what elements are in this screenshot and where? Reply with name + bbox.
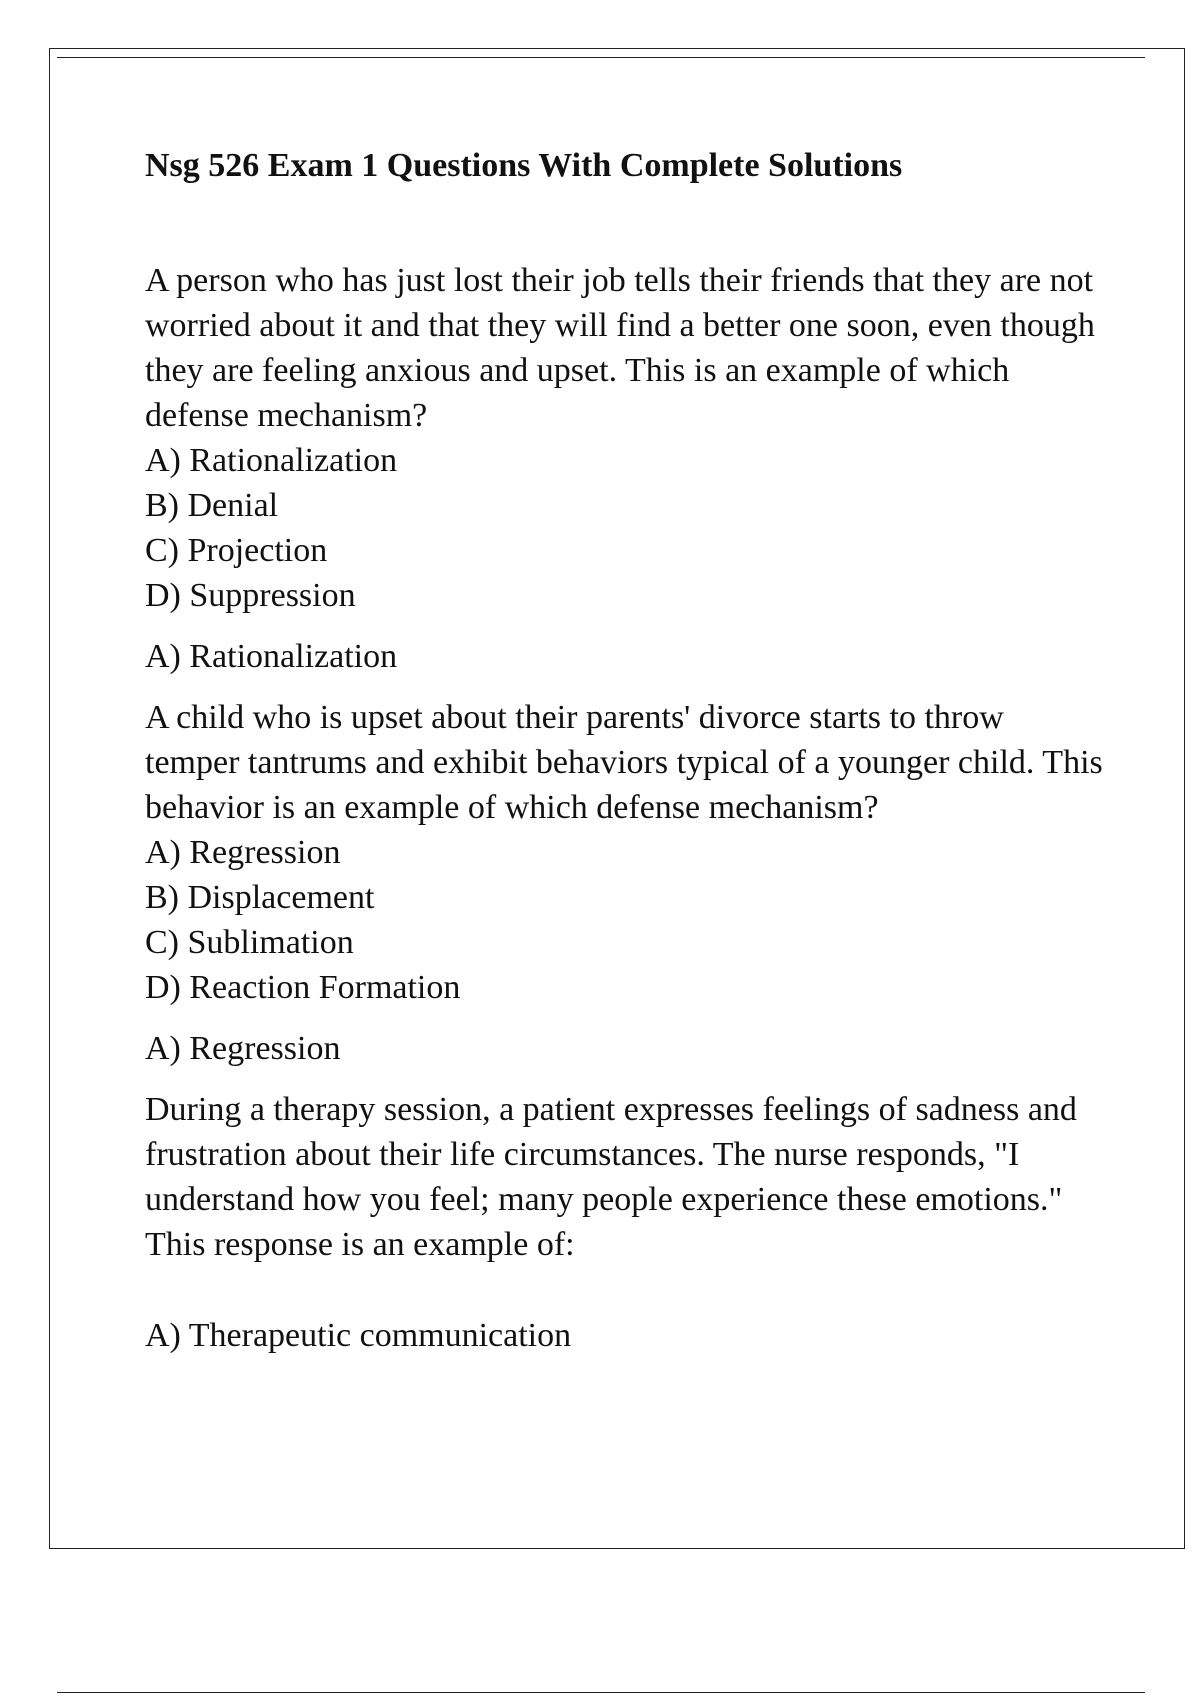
option-d: D) Reaction Formation [145, 969, 461, 1006]
option-b: B) Displacement [145, 879, 375, 916]
question-text: A child who is upset about their parents' divorce starts to throw temper tantrums and exhibit behaviors typical of a younger child. This behavior is an example of which defense mechanism? [145, 699, 1103, 826]
option-b: B) Denial [145, 487, 279, 524]
answer-text: A) Rationalization [145, 638, 398, 675]
answer-text: A) Regression [145, 1030, 341, 1067]
question-text: During a therapy session, a patient expresses feelings of sadness and frustration about their life circumstances. The nurse responds, "I understand how you feel; many people experience these emotions." This response is an example of: [145, 1091, 1077, 1263]
option-d: D) Suppression [145, 577, 356, 614]
option-a: A) Rationalization [145, 442, 398, 479]
option-a: A) Regression [145, 834, 341, 871]
option-c: C) Projection [145, 532, 328, 569]
header-rule [57, 57, 1145, 58]
question-text: A person who has just lost their job tells their friends that they are not worried about it and that they will find a better one soon, even though they are feeling anxious and upset. This is an example of which defense mechanism? [145, 262, 1095, 434]
footer-rule [57, 1692, 1145, 1693]
option-c: C) Sublimation [145, 924, 354, 961]
answer-text: A) Therapeutic communication [145, 1317, 572, 1354]
question-block [145, 258, 1105, 679]
document-title: Nsg 526 Exam 1 Questions With Complete Solutions [145, 147, 903, 184]
document-body [145, 140, 1105, 1358]
question-block [145, 695, 1105, 1071]
question-block [145, 1087, 1105, 1358]
